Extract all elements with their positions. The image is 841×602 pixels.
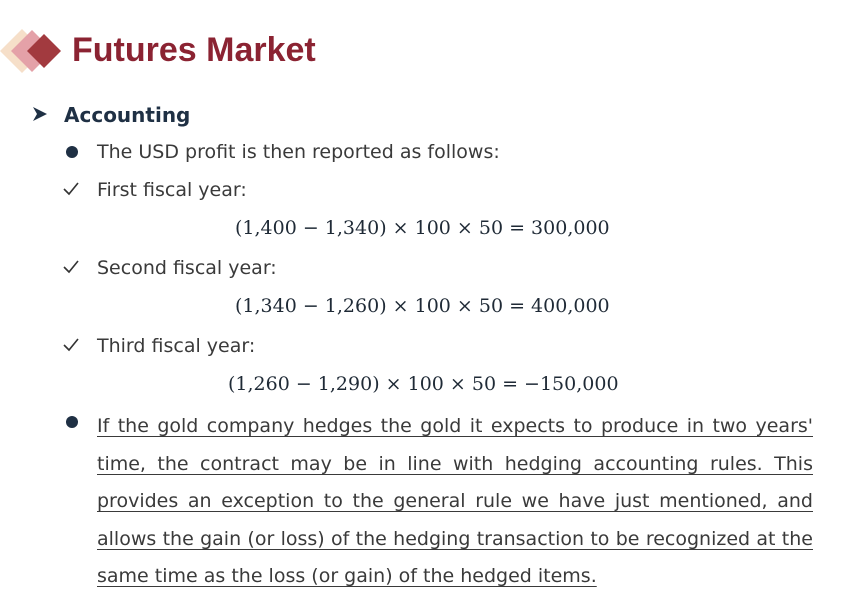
year-label-second: Second fiscal year: xyxy=(97,257,277,279)
checkmark-icon xyxy=(63,337,79,353)
intro-text: The USD profit is then reported as follows: xyxy=(97,141,500,163)
arrow-bullet-icon xyxy=(32,106,48,122)
formula-second: (1,340 − 1,260) × 100 × 50 = 400,000 xyxy=(235,295,610,317)
bullet-dot-icon xyxy=(66,416,78,428)
page-title: Futures Market xyxy=(72,31,316,69)
formula-first: (1,400 − 1,340) × 100 × 50 = 300,000 xyxy=(235,217,610,239)
hedging-paragraph: If the gold company hedges the gold it expects to produce in two years' time, the contract may be in line with hedging accounting rules. This provides an exception to the general rule we have just mentioned, and allows the gain (or loss) of the hedging transaction to be recognized at the same time as the loss (or gain) of the hedged items. xyxy=(97,415,813,587)
checkmark-icon xyxy=(63,181,79,197)
year-label-third: Third fiscal year: xyxy=(97,335,256,357)
diamond-logo-icon xyxy=(0,26,66,76)
year-label-first: First fiscal year: xyxy=(97,179,247,201)
formula-third: (1,260 − 1,290) × 100 × 50 = −150,000 xyxy=(228,373,619,395)
checkmark-icon xyxy=(63,259,79,275)
bullet-dot-icon xyxy=(66,146,78,158)
section-heading: Accounting xyxy=(64,103,191,127)
